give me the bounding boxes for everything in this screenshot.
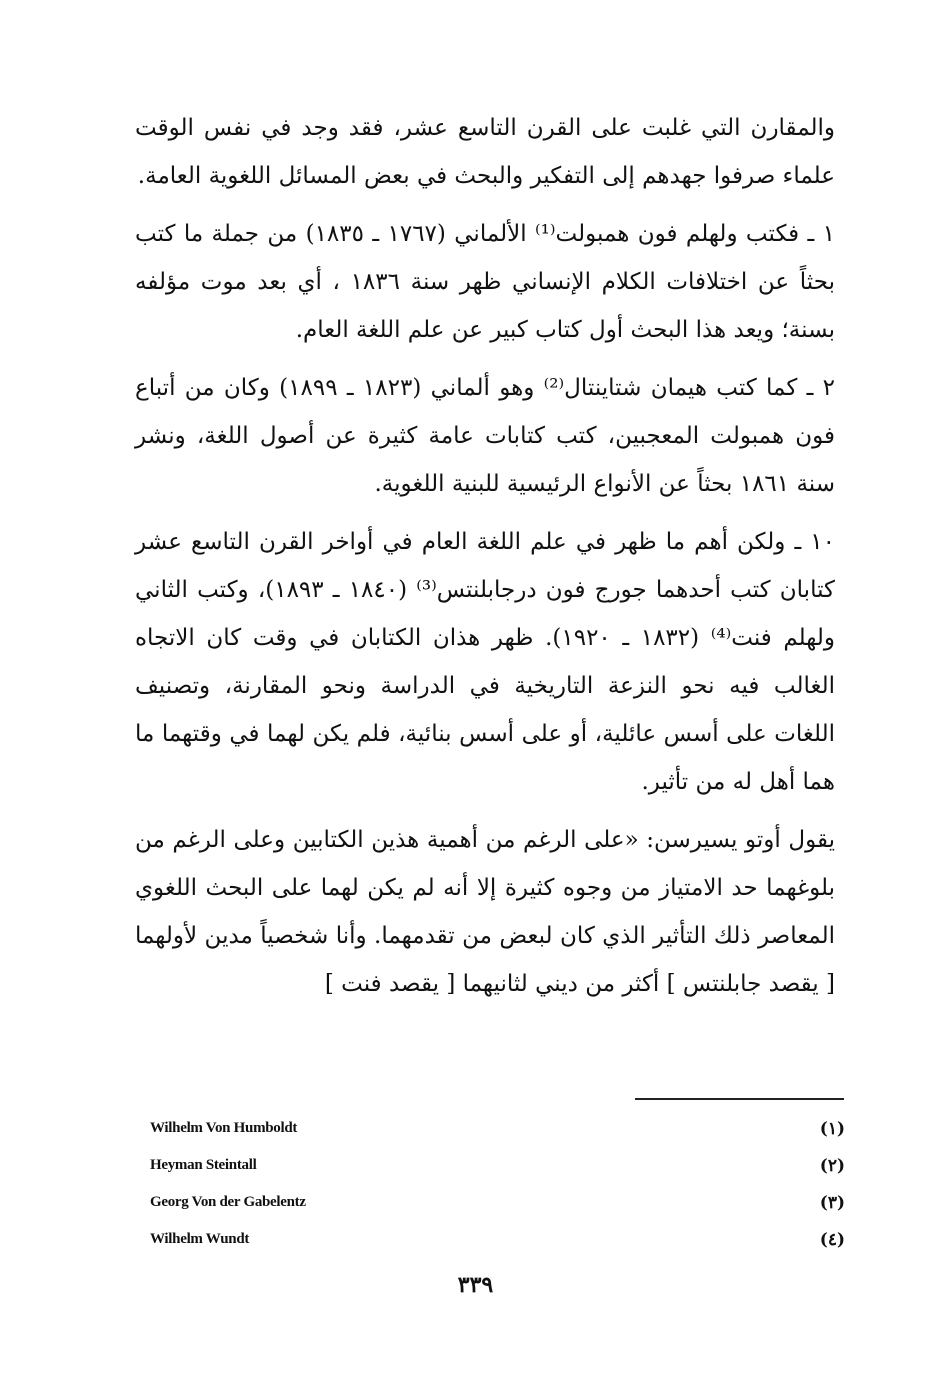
footnote-number: (١) [819,1118,845,1139]
footnote-item [150,1184,845,1221]
paragraph-jespersen-quote: يقول أوتو يسيرسن: «على الرغم من أهمية هذين الكتابين وعلى الرغم من بلوغهما حد الامتياز من وجوه كثيرة إلا أنه لم يكن لهما على البحث اللغوي المعاصر ذلك التأثير الذي كان لبعض من تقدمهما. وأنا شخصياً مدين لأولهما [ يقصد جابلنتس ] أكثر من ديني لثانيهما [ يقصد فنت ] [135,827,835,997]
main-text [135,104,835,1018]
footnotes [150,1110,845,1258]
footnote-divider [635,1098,844,1100]
footnote-name: Wilhelm Von Humboldt [150,1120,298,1136]
footnote-item [150,1221,845,1258]
footnote-number: (٣) [819,1192,845,1213]
paragraph-steinthal: ٢ ـ كما كتب هيمان شتاينتال⁽²⁾ وهو ألماني (١٨٢٣ ـ ١٨٩٩) وكان من أتباع فون همبولت المعجبين، كتب كتابات عامة كثيرة عن أصول اللغة، ونشر سنة ١٨٦١ بحثاً عن الأنواع الرئيسية للبنية اللغوية. [135,375,835,497]
footnote-name: Wilhelm Wundt [150,1231,250,1247]
footnote-number: (٢) [819,1155,845,1176]
paragraph-gabelentz-wundt: ١٠ ـ ولكن أهم ما ظهر في علم اللغة العام في أواخر القرن التاسع عشر كتابان كتب أحدهما جورج فون درجابلنتس⁽³⁾ (١٨٤٠ ـ ١٨٩٣)، وكتب الثاني ولهلم فنت⁽⁴⁾ (١٨٣٢ ـ ١٩٢٠). ظهر هذان الكتابان في وقت كان الاتجاه الغالب فيه نحو النزعة التاريخية في الدراسة ونحو المقارنة، وتصنيف اللغات على أسس عائلية، أو على أسس بنائية، فلم يكن لهما في وقتهما ما هما أهل له من تأثير. [135,529,835,795]
page-number: ٣٣٩ [457,1272,494,1298]
footnote-name: Georg Von der Gabelentz [150,1194,306,1210]
footnote-item [150,1147,845,1184]
paragraph-humboldt: ١ ـ فكتب ولهلم فون همبولت⁽¹⁾ الألماني (١٧٦٧ ـ ١٨٣٥) من جملة ما كتب بحثاً عن اختلافات الكلام الإنساني ظهر سنة ١٨٣٦ ، أي بعد موت مؤلفه بسنة؛ ويعد هذا البحث أول كتاب كبير عن علم اللغة العام. [135,221,835,343]
footnote-name: Heyman Steintall [150,1157,257,1173]
paragraph-continuation: والمقارن التي غلبت على القرن التاسع عشر، فقد وجد في نفس الوقت علماء صرفوا جهدهم إلى التفكير والبحث في بعض المسائل اللغوية العامة. [135,115,835,189]
footnote-item [150,1110,845,1147]
footnote-number: (٤) [819,1229,845,1250]
